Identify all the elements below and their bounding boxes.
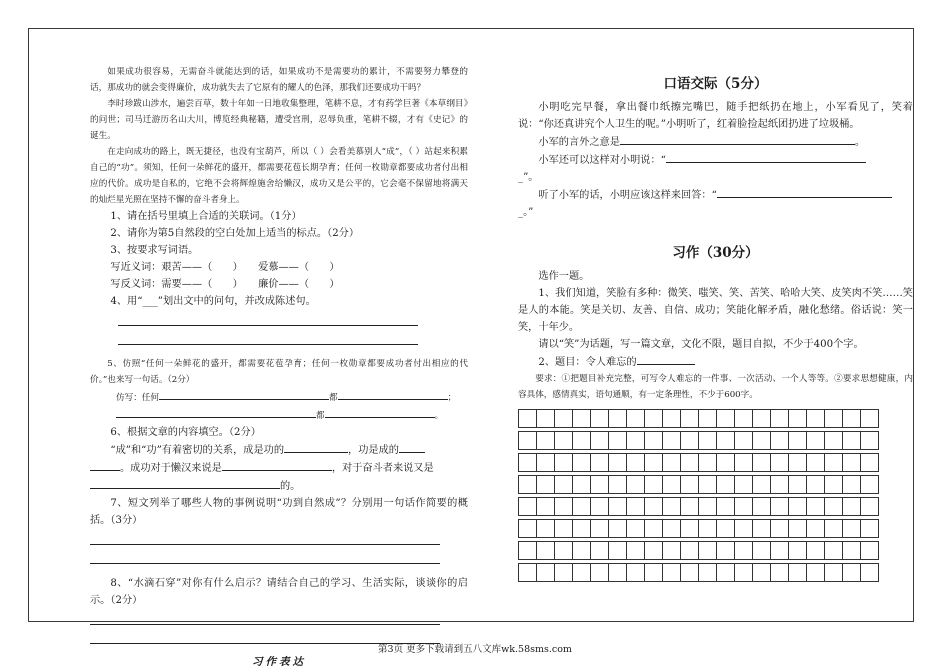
grid-cell[interactable] <box>861 410 879 428</box>
answer-line[interactable] <box>118 329 418 345</box>
grid-cell[interactable] <box>609 476 627 494</box>
grid-cell[interactable] <box>789 410 807 428</box>
grid-cell[interactable] <box>663 498 681 516</box>
grid-cell[interactable] <box>717 520 735 538</box>
grid-cell[interactable] <box>807 520 825 538</box>
grid-cell[interactable] <box>573 476 591 494</box>
q6-text-b: ，功是成的 <box>348 445 399 456</box>
grid-cell[interactable] <box>735 454 753 472</box>
grid-cell[interactable] <box>753 454 771 472</box>
grid-cell[interactable] <box>627 410 645 428</box>
grid-cell[interactable] <box>843 476 861 494</box>
question-4: 4、用“___”划出文中的问句，并改成陈述句。 <box>110 296 316 307</box>
imitation-du-2: 都 <box>316 411 325 421</box>
grid-cell[interactable] <box>591 542 609 560</box>
grid-cell[interactable] <box>645 520 663 538</box>
grid-cell[interactable] <box>699 432 717 450</box>
grid-cell[interactable] <box>753 520 771 538</box>
blank[interactable] <box>284 441 348 453</box>
grid-cell[interactable] <box>681 410 699 428</box>
grid-row <box>519 498 879 516</box>
grid-cell[interactable] <box>789 542 807 560</box>
blank[interactable] <box>399 441 425 453</box>
grid-cell[interactable] <box>843 432 861 450</box>
grid-cell[interactable] <box>537 564 555 582</box>
oral-question-c-end: _。” <box>518 207 534 218</box>
blank[interactable] <box>637 353 695 365</box>
grid-cell[interactable] <box>681 520 699 538</box>
question-2: 2、请你为第5自然段的空白处加上适当的标点。（2分） <box>110 228 360 239</box>
composition-grid[interactable] <box>518 409 879 582</box>
grid-cell[interactable] <box>699 498 717 516</box>
grid-cell[interactable] <box>717 498 735 516</box>
question-5: 5、仿照“任何一朵鲜花的盛开，都需要花苞孕育；任何一枚勋章都要成功者付出相应的代价。”也来写一句话。（2分） <box>90 359 468 385</box>
grid-cell[interactable] <box>807 476 825 494</box>
imitation-du: 都 <box>328 393 338 403</box>
passage-paragraph-1: 如果成功很容易，无需奋斗就能达到的话，如果成功不是需要功的累计，不需要努力攀登的话，那成功的就会变得廉价，成功就失去了它原有的耀人的色泽，那我们还要成功干吗？ <box>90 67 468 93</box>
grid-cell[interactable] <box>663 454 681 472</box>
blank[interactable] <box>717 186 892 198</box>
grid-cell[interactable] <box>771 410 789 428</box>
grid-cell[interactable] <box>735 498 753 516</box>
grid-cell[interactable] <box>843 564 861 582</box>
grid-cell[interactable] <box>861 520 879 538</box>
oral-question-b <box>518 151 913 169</box>
grid-cell[interactable] <box>735 476 753 494</box>
grid-cell[interactable] <box>519 498 537 516</box>
question-3-synonyms: 写近义词：艰苦——（ ） 爱慕——（ ） <box>110 262 340 273</box>
grid-cell[interactable] <box>519 454 537 472</box>
oral-title: 口语交际（5分） <box>663 76 768 92</box>
oral-question-a-text: 小军的言外之意是 <box>538 137 620 148</box>
grid-cell[interactable] <box>645 432 663 450</box>
writing-topic-1: 1、我们知道，笑脸有多种：微笑、嗤笑、笑、苦笑、哈哈大笑、皮笑肉不笑……笑是人的本能。笑是关切、友善、自信、成功；笑能化解矛盾，融化愁绪。俗话说：笑一笑，十年少。 <box>518 288 913 333</box>
question-6-line-2 <box>90 459 468 477</box>
writing-topic-2 <box>518 353 913 371</box>
grid-cell[interactable] <box>555 454 573 472</box>
q6-text-a: “成”和“功”有着密切的关系，成是功的 <box>110 445 285 456</box>
q6-text-e: 的。 <box>280 481 301 492</box>
grid-cell[interactable] <box>681 542 699 560</box>
grid-cell[interactable] <box>699 476 717 494</box>
grid-cell[interactable] <box>591 476 609 494</box>
writing-title: 习作（30分） <box>672 245 759 261</box>
writing-intro: 选作一题。 <box>538 271 590 282</box>
grid-cell[interactable] <box>645 542 663 560</box>
grid-cell[interactable] <box>825 564 843 582</box>
grid-cell[interactable] <box>537 520 555 538</box>
grid-cell[interactable] <box>537 410 555 428</box>
grid-cell[interactable] <box>735 542 753 560</box>
page-footer: 第3页 更多下载请到五八文库wk.58sms.com <box>378 644 572 655</box>
question-7: 7、短文列举了哪些人物的事例说明“功到自然成”？分别用一句话作简要的概括。（3分） <box>90 498 468 526</box>
grid-cell[interactable] <box>735 564 753 582</box>
oral-story: 小明吃完早餐，拿出餐巾纸擦完嘴巴，随手把纸扔在地上，小军看见了，笑着说：“你还真讲究个人卫生的呢。”小明听了，红着脸捡起纸团扔进了垃圾桶。 <box>518 102 913 130</box>
blank[interactable] <box>90 477 280 489</box>
answer-line[interactable] <box>90 529 440 545</box>
grid-cell[interactable] <box>843 410 861 428</box>
grid-cell[interactable] <box>771 520 789 538</box>
question-3: 3、按要求写词语。 <box>110 245 199 256</box>
question-3-antonyms: 写反义词：需要——（ ） 廉价——（ ） <box>110 279 340 290</box>
writing-topic-2-requirement: 要求：①把题目补充完整，可写令人难忘的一件事、一次活动、一个人等等。②要求思想健康，内容具体，感情真实，语句通顺，有一定条理性，不少于600字。 <box>518 374 913 400</box>
grid-cell[interactable] <box>825 520 843 538</box>
grid-cell[interactable] <box>789 476 807 494</box>
grid-cell[interactable] <box>771 498 789 516</box>
grid-cell[interactable] <box>537 498 555 516</box>
grid-cell[interactable] <box>555 476 573 494</box>
grid-cell[interactable] <box>555 410 573 428</box>
grid-cell[interactable] <box>699 520 717 538</box>
grid-cell[interactable] <box>519 520 537 538</box>
blank[interactable] <box>90 459 120 471</box>
blank[interactable] <box>666 151 866 163</box>
grid-cell[interactable] <box>627 498 645 516</box>
grid-cell[interactable] <box>861 432 879 450</box>
grid-cell[interactable] <box>591 520 609 538</box>
grid-cell[interactable] <box>861 476 879 494</box>
grid-cell[interactable] <box>537 476 555 494</box>
reading-column <box>90 64 468 671</box>
grid-cell[interactable] <box>555 564 573 582</box>
grid-cell[interactable] <box>591 498 609 516</box>
grid-cell[interactable] <box>681 498 699 516</box>
grid-cell[interactable] <box>699 454 717 472</box>
grid-cell[interactable] <box>699 410 717 428</box>
grid-cell[interactable] <box>609 454 627 472</box>
grid-cell[interactable] <box>663 410 681 428</box>
oral-question-c-text: 听了小军的话，小明应该这样来回答：“ <box>538 190 717 201</box>
grid-cell[interactable] <box>807 432 825 450</box>
grid-cell[interactable] <box>699 542 717 560</box>
grid-cell[interactable] <box>681 564 699 582</box>
grid-cell[interactable] <box>537 454 555 472</box>
answer-line[interactable] <box>90 548 440 564</box>
grid-cell[interactable] <box>753 542 771 560</box>
grid-cell[interactable] <box>843 542 861 560</box>
blank[interactable] <box>116 406 316 418</box>
grid-cell[interactable] <box>645 454 663 472</box>
grid-row <box>519 542 879 560</box>
grid-cell[interactable] <box>537 542 555 560</box>
grid-cell[interactable] <box>573 542 591 560</box>
grid-cell[interactable] <box>591 410 609 428</box>
grid-cell[interactable] <box>645 410 663 428</box>
blank[interactable] <box>338 388 448 400</box>
grid-cell[interactable] <box>843 520 861 538</box>
grid-cell[interactable] <box>771 432 789 450</box>
grid-cell[interactable] <box>519 542 537 560</box>
grid-cell[interactable] <box>609 542 627 560</box>
question-6: 6、根据文章的内容填空。（2分） <box>110 427 261 438</box>
grid-cell[interactable] <box>609 564 627 582</box>
grid-cell[interactable] <box>771 542 789 560</box>
answer-line[interactable] <box>118 310 418 326</box>
writing-topic-1-requirement: 请以“笑”为话题，写一篇文章，文化不限，题目自拟，不少于400个字。 <box>538 339 864 350</box>
oral-question-a: 小军的言外之意是 。 <box>518 133 913 151</box>
grid-cell[interactable] <box>555 520 573 538</box>
question-6-line-1 <box>90 441 468 459</box>
grid-cell[interactable] <box>861 564 879 582</box>
grid-cell[interactable] <box>645 498 663 516</box>
question-8: 8、“水滴石穿”对你有什么启示？请结合自己的学习、生活实际，谈谈你的启示。（2分） <box>90 578 468 606</box>
grid-cell[interactable] <box>735 520 753 538</box>
grid-cell[interactable] <box>789 498 807 516</box>
question-5-line-2: 都 。 <box>90 406 468 424</box>
grid-cell[interactable] <box>609 410 627 428</box>
grid-cell[interactable] <box>843 454 861 472</box>
grid-cell[interactable] <box>573 454 591 472</box>
grid-cell[interactable] <box>681 454 699 472</box>
question-6-line-3 <box>90 477 468 495</box>
grid-cell[interactable] <box>573 520 591 538</box>
grid-cell[interactable] <box>825 498 843 516</box>
grid-cell[interactable] <box>573 410 591 428</box>
grid-cell[interactable] <box>753 564 771 582</box>
grid-row <box>519 410 879 428</box>
grid-row <box>519 564 879 582</box>
grid-cell[interactable] <box>591 564 609 582</box>
grid-cell[interactable] <box>609 432 627 450</box>
grid-cell[interactable] <box>861 454 879 472</box>
grid-cell[interactable] <box>735 432 753 450</box>
grid-cell[interactable] <box>843 498 861 516</box>
grid-cell[interactable] <box>663 564 681 582</box>
grid-cell[interactable] <box>627 454 645 472</box>
grid-cell[interactable] <box>681 476 699 494</box>
grid-cell[interactable] <box>663 542 681 560</box>
grid-cell[interactable] <box>825 410 843 428</box>
grid-cell[interactable] <box>663 432 681 450</box>
grid-cell[interactable] <box>825 476 843 494</box>
passage-paragraph-3: 在走向成功的路上，既无捷径，也没有宝葫芦，所以（ ）会看美慕别人“成”，（ ）站起来积累自己的“功”。须知，任何一朵鲜花的盛开，都需要花苞长期孕育；任何一枚勋章都要成功者付出相应的代价。成功是自私的，它绝不会将辉煌施舍给懒汉，成功又是公平的，它会毫不保留地将满天的灿烂星光照在坚持不懈的奋斗者身上。 <box>90 147 468 205</box>
grid-cell[interactable] <box>627 476 645 494</box>
grid-cell[interactable] <box>735 410 753 428</box>
oral-question-b-end: _”。 <box>518 172 539 183</box>
blank[interactable] <box>222 459 332 471</box>
oral-question-c <box>518 186 913 204</box>
grid-cell[interactable] <box>681 432 699 450</box>
grid-cell[interactable] <box>771 564 789 582</box>
grid-cell[interactable] <box>753 432 771 450</box>
grid-cell[interactable] <box>573 498 591 516</box>
q6-text-c: 。成功对于懒汉来说是 <box>120 463 222 474</box>
grid-cell[interactable] <box>627 542 645 560</box>
grid-cell[interactable] <box>717 410 735 428</box>
grid-row <box>519 476 879 494</box>
grid-cell[interactable] <box>753 410 771 428</box>
grid-cell[interactable] <box>789 454 807 472</box>
grid-cell[interactable] <box>789 564 807 582</box>
grid-cell[interactable] <box>609 498 627 516</box>
writing-topic-2-text: 2、题目：令人难忘的 <box>538 357 637 368</box>
grid-cell[interactable] <box>753 498 771 516</box>
grid-cell[interactable] <box>519 476 537 494</box>
grid-cell[interactable] <box>537 432 555 450</box>
grid-cell[interactable] <box>861 498 879 516</box>
grid-row <box>519 520 879 538</box>
grid-cell[interactable] <box>645 476 663 494</box>
grid-cell[interactable] <box>573 432 591 450</box>
question-1: 1、请在括号里填上合适的关联词。（1分） <box>110 211 302 222</box>
blank[interactable] <box>159 388 329 400</box>
grid-cell[interactable] <box>609 520 627 538</box>
grid-cell[interactable] <box>771 454 789 472</box>
grid-cell[interactable] <box>717 542 735 560</box>
grid-cell[interactable] <box>519 432 537 450</box>
grid-cell[interactable] <box>555 542 573 560</box>
grid-cell[interactable] <box>627 432 645 450</box>
grid-cell[interactable] <box>663 520 681 538</box>
grid-cell[interactable] <box>663 476 681 494</box>
grid-cell[interactable] <box>627 520 645 538</box>
grid-cell[interactable] <box>717 564 735 582</box>
right-column <box>518 76 913 582</box>
grid-cell[interactable] <box>555 432 573 450</box>
grid-cell[interactable] <box>825 454 843 472</box>
answer-line[interactable] <box>90 609 440 625</box>
grid-cell[interactable] <box>789 432 807 450</box>
passage-paragraph-2: 李时珍跋山涉水，遍尝百草，数十年如一日地收集整理，笔耕不息，才有药学巨著《本草纲目》的问世；司马迁游历名山大川，博览经典秘籍，遭受宫刑，忍辱负重，笔耕不辍，才有《史记》的诞生。 <box>90 99 468 141</box>
grid-cell[interactable] <box>771 476 789 494</box>
grid-cell[interactable] <box>717 476 735 494</box>
grid-cell[interactable] <box>717 454 735 472</box>
grid-cell[interactable] <box>861 542 879 560</box>
grid-cell[interactable] <box>591 432 609 450</box>
grid-cell[interactable] <box>807 564 825 582</box>
grid-cell[interactable] <box>699 564 717 582</box>
oral-question-b-text: 小军还可以这样对小明说：“ <box>538 155 666 166</box>
grid-cell[interactable] <box>645 564 663 582</box>
grid-cell[interactable] <box>573 564 591 582</box>
grid-cell[interactable] <box>825 432 843 450</box>
grid-cell[interactable] <box>519 564 537 582</box>
grid-cell[interactable] <box>519 410 537 428</box>
section-heading-writing-expression: 习作表达 <box>252 656 306 668</box>
blank[interactable] <box>325 406 435 418</box>
grid-cell[interactable] <box>555 498 573 516</box>
grid-cell[interactable] <box>807 498 825 516</box>
grid-cell[interactable] <box>717 432 735 450</box>
grid-cell[interactable] <box>753 476 771 494</box>
grid-row <box>519 454 879 472</box>
grid-cell[interactable] <box>591 454 609 472</box>
grid-cell[interactable] <box>807 410 825 428</box>
q6-text-d: ，对于奋斗者来说又是 <box>331 463 434 474</box>
blank[interactable] <box>620 133 855 145</box>
grid-row <box>519 432 879 450</box>
grid-cell[interactable] <box>627 564 645 582</box>
grid-cell[interactable] <box>807 542 825 560</box>
question-5-line-1: 仿写：任何 都 ； <box>90 388 468 406</box>
grid-cell[interactable] <box>825 542 843 560</box>
grid-cell[interactable] <box>807 454 825 472</box>
grid-cell[interactable] <box>789 520 807 538</box>
imitation-label: 仿写：任何 <box>116 393 159 403</box>
